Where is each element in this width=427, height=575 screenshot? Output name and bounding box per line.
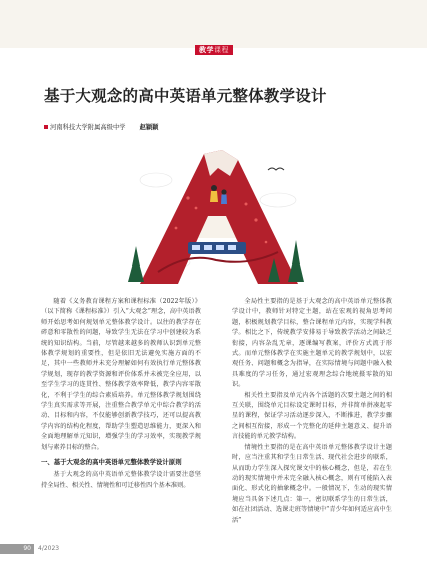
right-text-column bbox=[232, 297, 392, 526]
issue-label: 4/2023 bbox=[38, 545, 60, 552]
article-title: 基于大观念的高中英语单元整体教学设计 bbox=[44, 87, 327, 105]
school-name: 河南科技大学附属高级中学 bbox=[50, 124, 126, 131]
article-illustration bbox=[118, 142, 314, 292]
paragraph: 全局性主要指的是基于大观念的高中英语单元整体教学设计中，教师针对特定主题，站在宏观的视角思考问题，积极规划教学目标，整合课程单元内容，实现学科教学。相比之下，传统教学安排易于导致教学活动之间缺乏衔接，内容杂乱无章，逐课编写教案，评价方式流于形式。而单元整体教学在实施主题单元的教学规划中，以宏观任务、问题和概念为指导，在实际情境与问题中融入极具难度的学习任务，通过宏观理念综合地统摄零散的知识。 bbox=[232, 298, 392, 389]
author-name: 赵颖颖 bbox=[139, 124, 159, 131]
red-square-icon bbox=[44, 125, 48, 129]
section-tag bbox=[195, 45, 233, 55]
header-band bbox=[0, 0, 427, 48]
paragraph: 相关性主要指及单元内各个活题的次要主题之间的相互关联，围绕单元目标设定课时目标，并非简单拼凑起零星的课程，保证学习活动逐步深入，不断推进，教学步骤之间相互衔接，形成一个完整化的延伸主题意义、提升语言技能的单元教学结构。 bbox=[232, 391, 392, 441]
train-icon bbox=[188, 242, 246, 254]
left-text-column bbox=[41, 297, 201, 491]
paragraph: 情境性主要指的是在高中英语单元整体教学设计主题时，应当注重其和学生日常生活、现代社会进步的联系，从而助力学生深入探究课文中的核心概念，但是，若在生动的现实情境中并未完全融入核心概念，则有可能陷入表面化、形式化的抽象概念中。一般情况下，生动的现实情境应当具备下述几点：第一，密切联系学生的日常生活，如在社团活动、选课走班等情境中“青少年如何适应高中生活” bbox=[232, 443, 392, 524]
bird-icon bbox=[268, 168, 284, 170]
paragraph: 基于大观念的高中英语单元整体教学设计需要注意坚持全局性、相关性、情境性和可迁移性四个基本准则。 bbox=[41, 471, 201, 489]
section-tag-main: 教学 bbox=[199, 46, 214, 54]
paragraph: 随着《义务教育课程方案和课程标准（2022年版）》（以下简称《课程标准》）引入“大观念”理念，高中英语教师开始思考如何规划单元整体教学设计。以往的教学存在碎意和零散性的问题，导致学生无法在学习中创建较为系统的知识结构。当前，尽管越来越多的教师认识到单元整体教学规划的重要性，但是依旧无法避免实施方面的不足，其中一些教师并未充分理解如何有效执行单元整体教学规划，现存的教学资源和评价体系并未被完全应用，以至学生学习的连贯性、整体教学效率降低，教学内容零散化，不利于学生的综合素质培养。单元整体教学规划围绕学生真实需求等开展，注重整合教学单元中综合教学的活动、目标和内容，不仅能够创新教学技巧，还可以提高教学内容的结构化程度，帮助学生塑造思维能力，更深入和全面地理解单元知识，增强学生的学习效率，实现教学规划与素养目标的整合。 bbox=[41, 298, 201, 451]
author-line bbox=[44, 122, 404, 131]
section-tag-sub: 课程 bbox=[214, 46, 229, 54]
page-number: 90 bbox=[0, 544, 34, 554]
section-heading: 一、基于大观念的高中英语单元整体教学设计原则 bbox=[41, 458, 182, 467]
